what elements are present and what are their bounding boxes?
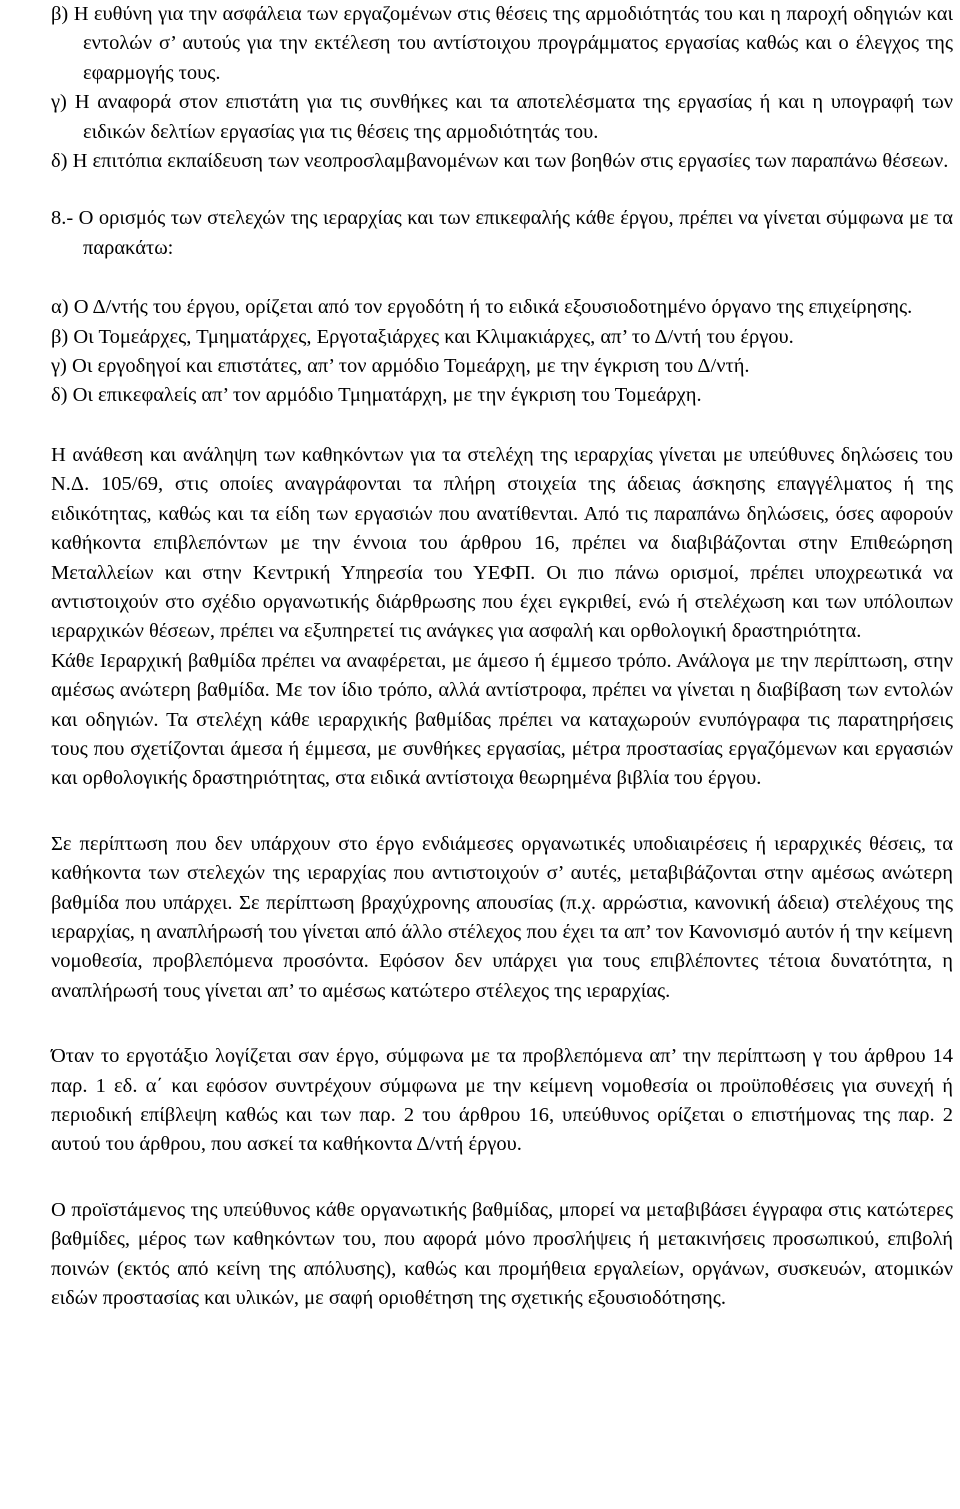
section-8-list [51, 293, 953, 411]
spacer [51, 1160, 953, 1196]
list-item: α) Ο Δ/ντής του έργου, ορίζεται από τον εργοδότη ή το ειδικά εξουσιοδοτημένο όργανο της επιχείρησης. [51, 296, 913, 319]
document-page [51, 0, 953, 1313]
list-item: γ) Οι εργοδηγοί και επιστάτες, απ’ τον αρμόδιο Τομεάρχη, με την έγκριση του Δ/ντή. [51, 355, 750, 378]
list-item: β) Η ευθύνη για την ασφάλεια των εργαζομένων στις θέσεις της αρμοδιότητάς του και η παροχή οδηγιών και εντολών σ’ αυτούς για την εκτέλεση του αντίστοιχου προγράμματος εργασίας καθώς και ο έλεγχος της εφαρμογής τους. [51, 3, 953, 84]
paragraph-worksite: Όταν το εργοτάξιο λογίζεται σαν έργο, σύμφωνα με τα προβλεπόμενα απ’ την περίπτωση γ του άρθρου 14 παρ. 1 εδ. α΄ και εφόσον συντρέχουν σύμφωνα με την κείμενη νομοθεσία οι προϋποθέσεις για συνεχή ή περιοδική επίβλεψη καθώς και των παρ. 2 του άρθρου 16, υπεύθυνος ορίζεται ο επιστήμονας της παρ. 2 αυτού του άρθρου, που ασκεί τα καθήκοντα Δ/ντή έργου. [51, 1045, 953, 1156]
section-7-list [51, 0, 953, 176]
paragraph-absence: Σε περίπτωση που δεν υπάρχουν στο έργο ενδιάμεσες οργανωτικές υποδιαιρέσεις ή ιεραρχικές θέσεις, τα καθήκοντα των στελεχών της ιεραρχίας που αντιστοιχούν σ’ αυτές, μεταβιβάζονται στην αμέσως ανώτερη βαθμίδα που υπάρχει. Σε περίπτωση βραχύχρονης απουσίας (π.χ. αρρώστια, κανονική άδεια) στελέχους της ιεραρχίας, η αναπλήρωσή του γίνεται από άλλο στέλεχος που έχει τα απ’ τον Κανονισμό αυτόν ή την κείμενη νομοθεσία, προβλεπόμενα προσόντα. Εφόσον δεν υπάρχει για τους επιβλέποντες τέτοια δυνατότητα, η αναπλήρωσή τους γίνεται απ’ το αμέσως κατώτερο στέλεχος της ιεραρχίας. [51, 832, 953, 1002]
list-item: γ) Η αναφορά στον επιστάτη για τις συνθήκες και τα αποτελέσματα της εργασίας ή και η υπογραφή των ειδικών δελτίων εργασίας για τις θέσεις της αρμοδιότητάς του. [51, 91, 953, 143]
paragraph-supervisor: Ο προϊστάμενος της υπεύθυνος κάθε οργανωτικής βαθμίδας, μπορεί να μεταβιβάσει έγγραφα στις κατώτερες βαθμίδες, μέρος των καθηκόντων του, που αφορά μόνο προσλήψεις ή μετακινήσεις προσωπικού, επιβολή ποινών (εκτός από κείνη της απόλυσης), καθώς και προμήθεια εργαλείων, οργάνων, συσκευών, ατομικών ειδών προστασίας και υλικών, με σαφή οριοθέτηση της σχετικής εξουσιοδότησης. [51, 1198, 953, 1310]
list-item: δ) Η επιτόπια εκπαίδευση των νεοπροσλαμβανομένων και των βοηθών στις εργασίες των παραπάνω θέσεων. [51, 150, 949, 173]
list-item: β) Οι Τομεάρχες, Τμηματάρχες, Εργοταξιάρχες και Κλιμακιάρχες, απ’ το Δ/ντή του έργου. [51, 325, 794, 348]
spacer [51, 411, 953, 441]
list-item: δ) Οι επικεφαλείς απ’ τον αρμόδιο Τμηματάρχη, με την έγκριση του Τομεάρχη. [51, 384, 702, 407]
section-8-intro: 8.- Ο ορισμός των στελεχών της ιεραρχίας και των επικεφαλής κάθε έργου, πρέπει να γίνεται σύμφωνα με τα παρακάτω: [51, 207, 953, 259]
paragraph-assignment: Η ανάθεση και ανάληψη των καθηκόντων για τα στελέχη της ιεραρχίας γίνεται με υπεύθυνες δηλώσεις του Ν.Δ. 105/69, στις οποίες αναγράφονται τα πλήρη στοιχεία της άδειας άσκησης επαγγέλματος ή της ειδικότητας, καθώς και τα είδη των εργασιών που ανατίθενται. Από τις παραπάνω δηλώσεις, όσες αφορούν καθήκοντα επιβλεπόντων με την έννοια του άρθρου 16, πρέπει να διαβιβάζονται στην Επιθεώρηση Μεταλλείων και στην Κεντρική Υπηρεσία του ΥΕΦΠ. Οι πιο πάνω ορισμοί, πρέπει υποχρεωτικά να αντιστοιχούν στο σχέδιο οργανωτικής διάρθρωσης που έχει εγκριθεί, ενώ ή στελέχωση και των υπόλοιπων ιεραρχικών θέσεων, πρέπει να εξυπηρετεί τις ανάγκες για ασφαλή και ορθολογική δραστηριότητα. [51, 443, 953, 643]
spacer [51, 263, 953, 293]
paragraph-hierarchy: Κάθε Ιεραρχική βαθμίδα πρέπει να αναφέρεται, με άμεσο ή έμμεσο τρόπο. Ανάλογα με την περίπτωση, στην αμέσως ανώτερη βαθμίδα. Με τον ίδιο τρόπο, αλλά αντίστροφα, πρέπει να γίνεται η διαβίβαση των εντολών και οδηγιών. Τα στελέχη κάθε ιεραρχικής βαθμίδας πρέπει να καταχωρούν ενυπόγραφα τις παρατηρήσεις τους που σχετίζονται άμεσα ή έμμεσα, με συνθήκες εργασίας, μέτρα προστασίας εργαζόμενων και εργασιών και ορθολογικής δραστηριότητας, στα ειδικά αντίστοιχα θεωρημένα βιβλία του έργου. [51, 649, 953, 790]
spacer [51, 1006, 953, 1042]
spacer [51, 794, 953, 830]
spacer [51, 176, 953, 204]
